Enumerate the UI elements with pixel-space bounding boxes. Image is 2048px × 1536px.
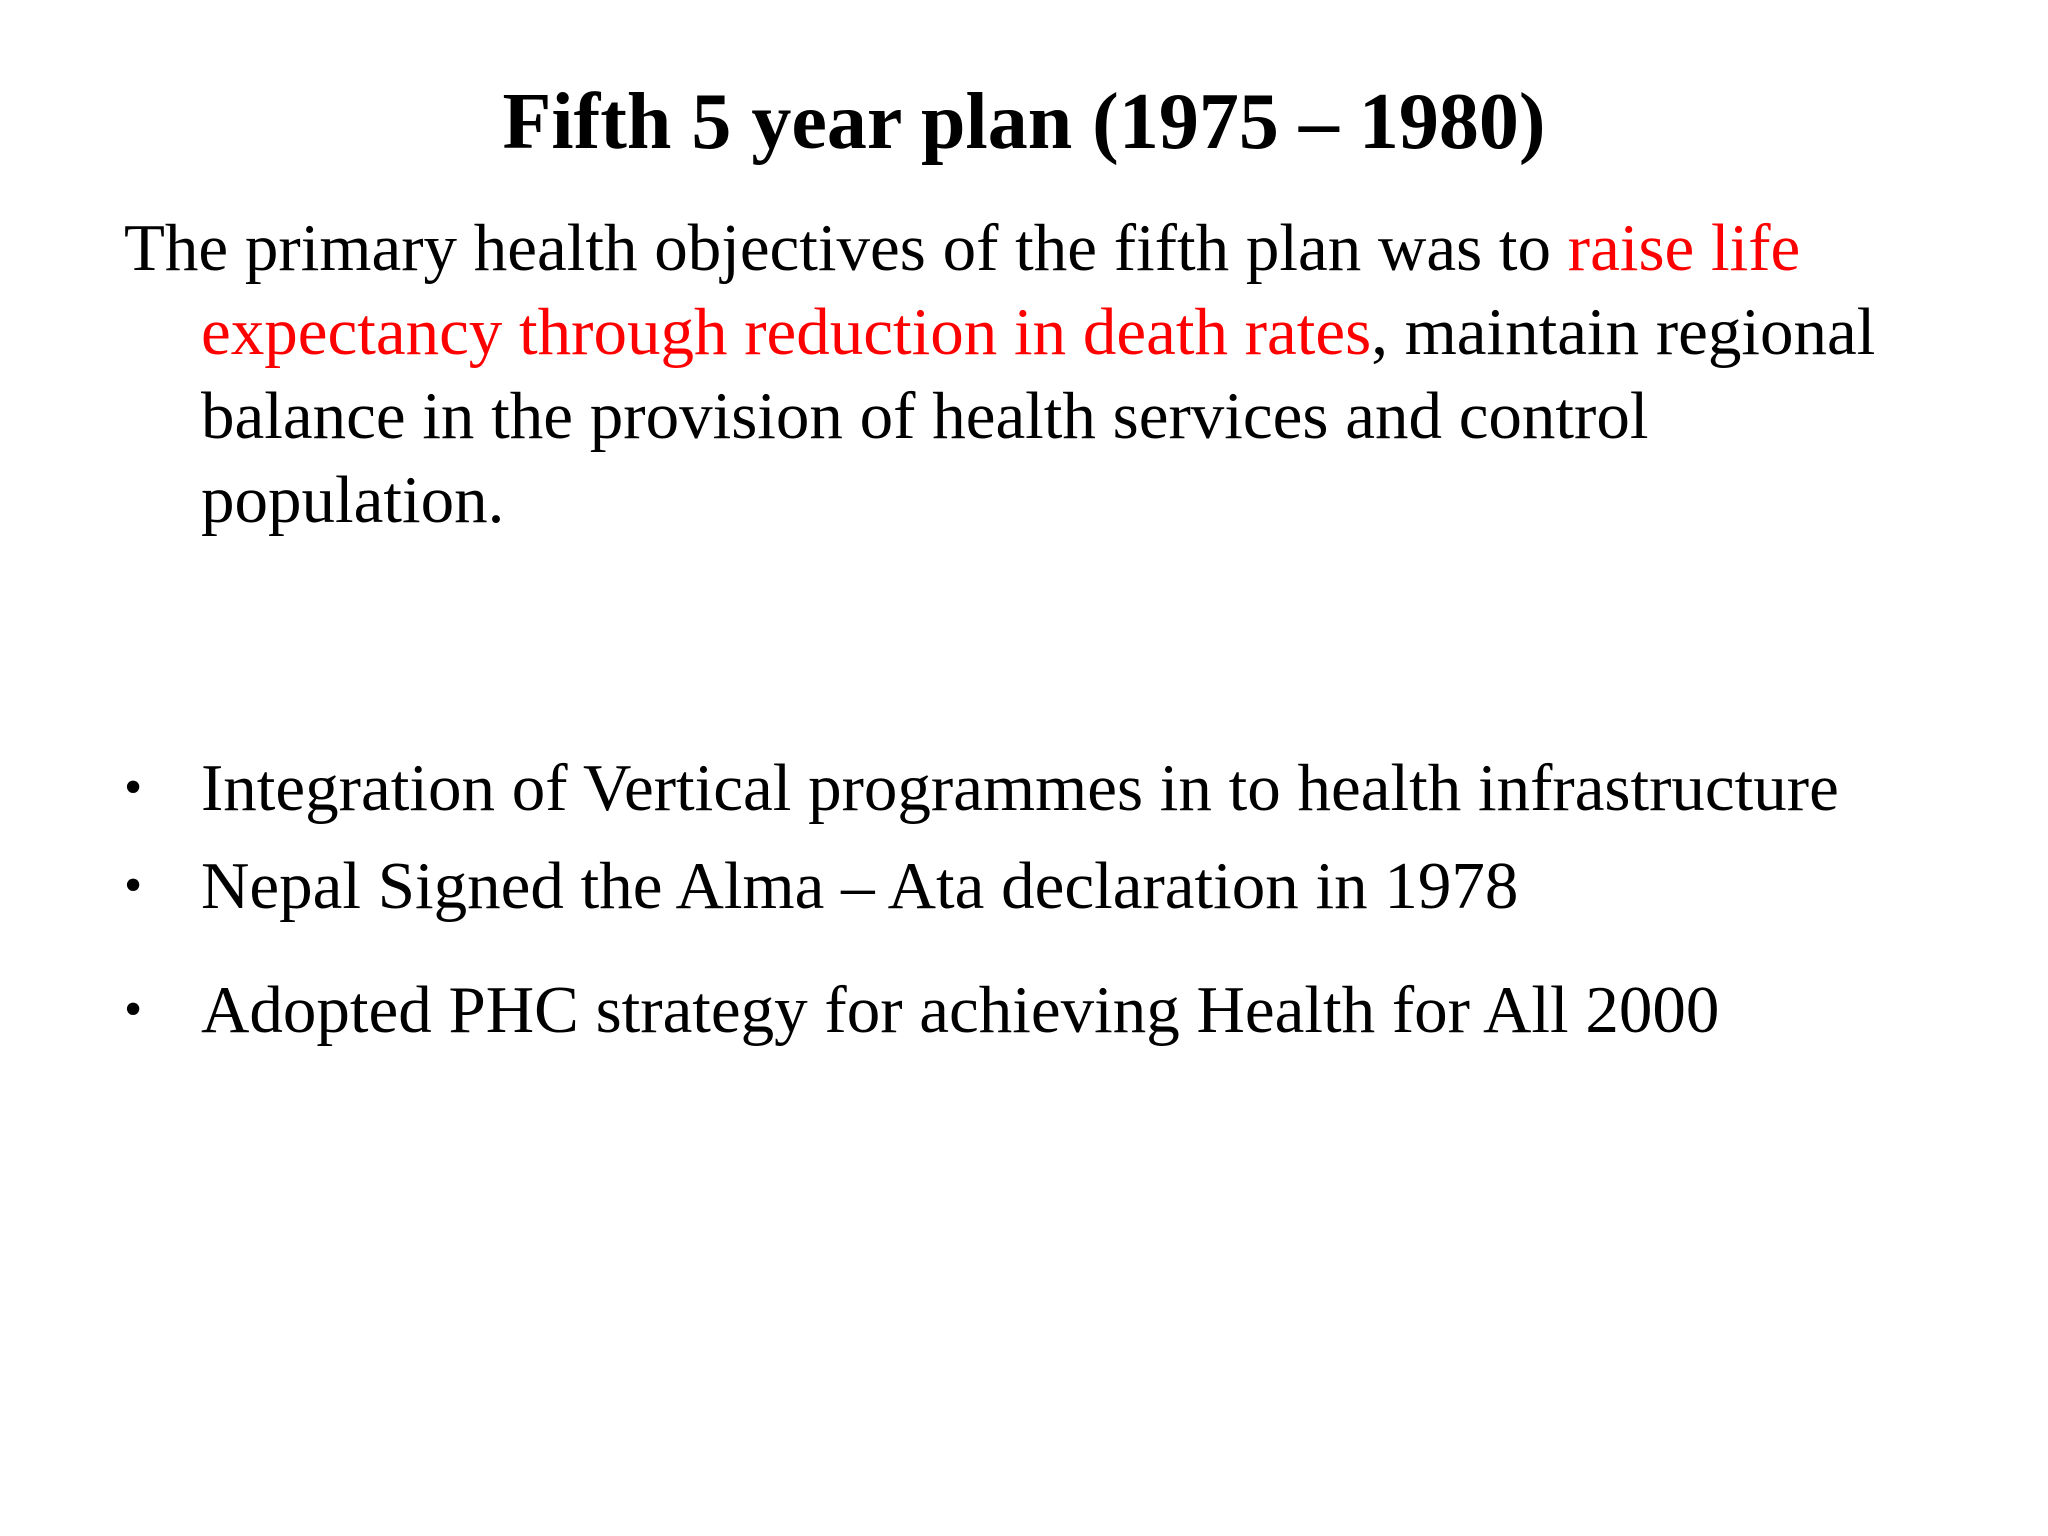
slide-title: Fifth 5 year plan (1975 – 1980) xyxy=(502,78,1546,166)
bullet-icon: • xyxy=(124,759,143,816)
intro-line-1 xyxy=(124,206,1924,290)
bullet-text-1: Integration of Vertical programmes in to health infrastructure xyxy=(201,751,1839,825)
bullet-text-2: Nepal Signed the Alma – Ata declaration in 1978 xyxy=(201,849,1519,923)
intro-paragraph xyxy=(124,206,1924,542)
bullet-text-3: Adopted PHC strategy for achieving Health for All 2000 xyxy=(201,973,1720,1047)
bullet-item-2 xyxy=(124,844,1518,928)
intro-after-highlight: , maintain regional xyxy=(1371,295,1876,369)
bullet-item-1 xyxy=(124,746,1839,830)
intro-lead-text: The primary health objectives of the fifth plan was to xyxy=(124,211,1568,285)
intro-line-3: balance in the provision of health services and control xyxy=(201,379,1649,453)
intro-highlight-1: raise life xyxy=(1567,211,1801,285)
bullet-icon: • xyxy=(124,981,143,1038)
intro-line-2 xyxy=(124,290,1924,374)
bullet-item-3 xyxy=(124,968,1719,1052)
intro-highlight-2: expectancy through reduction in death rates xyxy=(201,295,1372,369)
intro-line-4: population. xyxy=(201,463,505,537)
bullet-icon: • xyxy=(124,857,143,914)
